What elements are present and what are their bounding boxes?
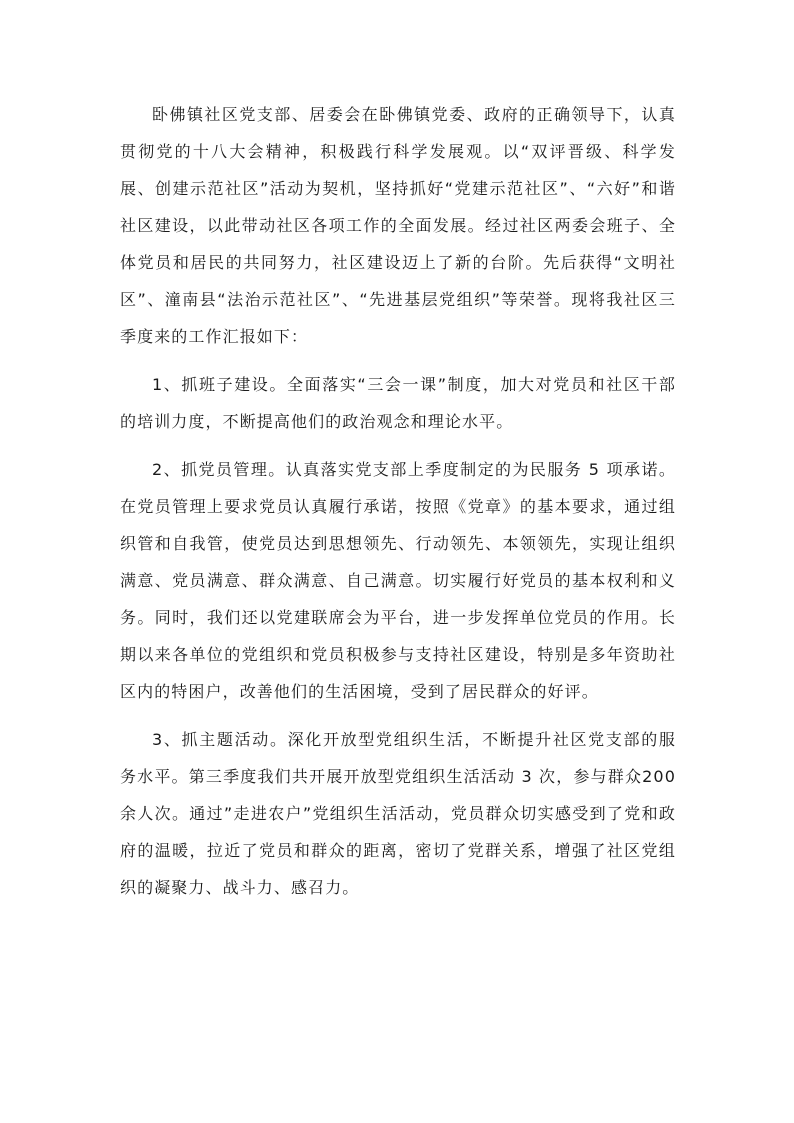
paragraph-intro: 卧佛镇社区党支部、居委会在卧佛镇党委、政府的正确领导下，认真贯彻党的十八大会精神，积极践行科学发展观。以“双评晋级、科学发展、创建示范社区”活动为契机，坚持抓好“党建示范社区”、“六好”和谐社区建设，以此带动社区各项工作的全面发展。经过社区两委会班子、全体党员和居民的共同努力，社区建设迈上了新的台阶。先后获得“文明社区”、潼南县“法治示范社区”、“先进基层党组织”等荣誉。现将我社区三季度来的工作汇报如下： [120, 105, 676, 346]
document-page [120, 96, 676, 917]
paragraph-member-management: 2、抓党员管理。认真落实党支部上季度制定的为民服务 5 项承诺。在党员管理上要求党员认真履行承诺，按照《党章》的基本要求，通过组织管和自我管，使党员达到思想领先、行动领先、本领领先，实现让组织满意、党员满意、群众满意、自己满意。切实履行好党员的基本权利和义务。同时，我们还以党建联席会为平台，进一步发挥单位党员的作用。长期以来各单位的党组织和党员积极参与支持社区建设，特别是多年资助社区内的特困户，改善他们的生活困境，受到了居民群众的好评。 [120, 460, 676, 701]
paragraph-theme-activities: 3、抓主题活动。深化开放型党组织生活，不断提升社区党支部的服务水平。第三季度我们共开展开放型党组织生活活动 3 次，参与群众200 余人次。通过”走进农户”党组织生活活动，党员群众切实感受到了党和政府的温暖，拉近了党员和群众的距离，密切了党群关系，增强了社区党组织的凝聚力、战斗力、感召力。 [120, 730, 676, 897]
paragraph-team-building: 1、抓班子建设。全面落实“三会一课”制度，加大对党员和社区干部的培训力度，不断提高他们的政治观念和理论水平。 [120, 375, 676, 431]
